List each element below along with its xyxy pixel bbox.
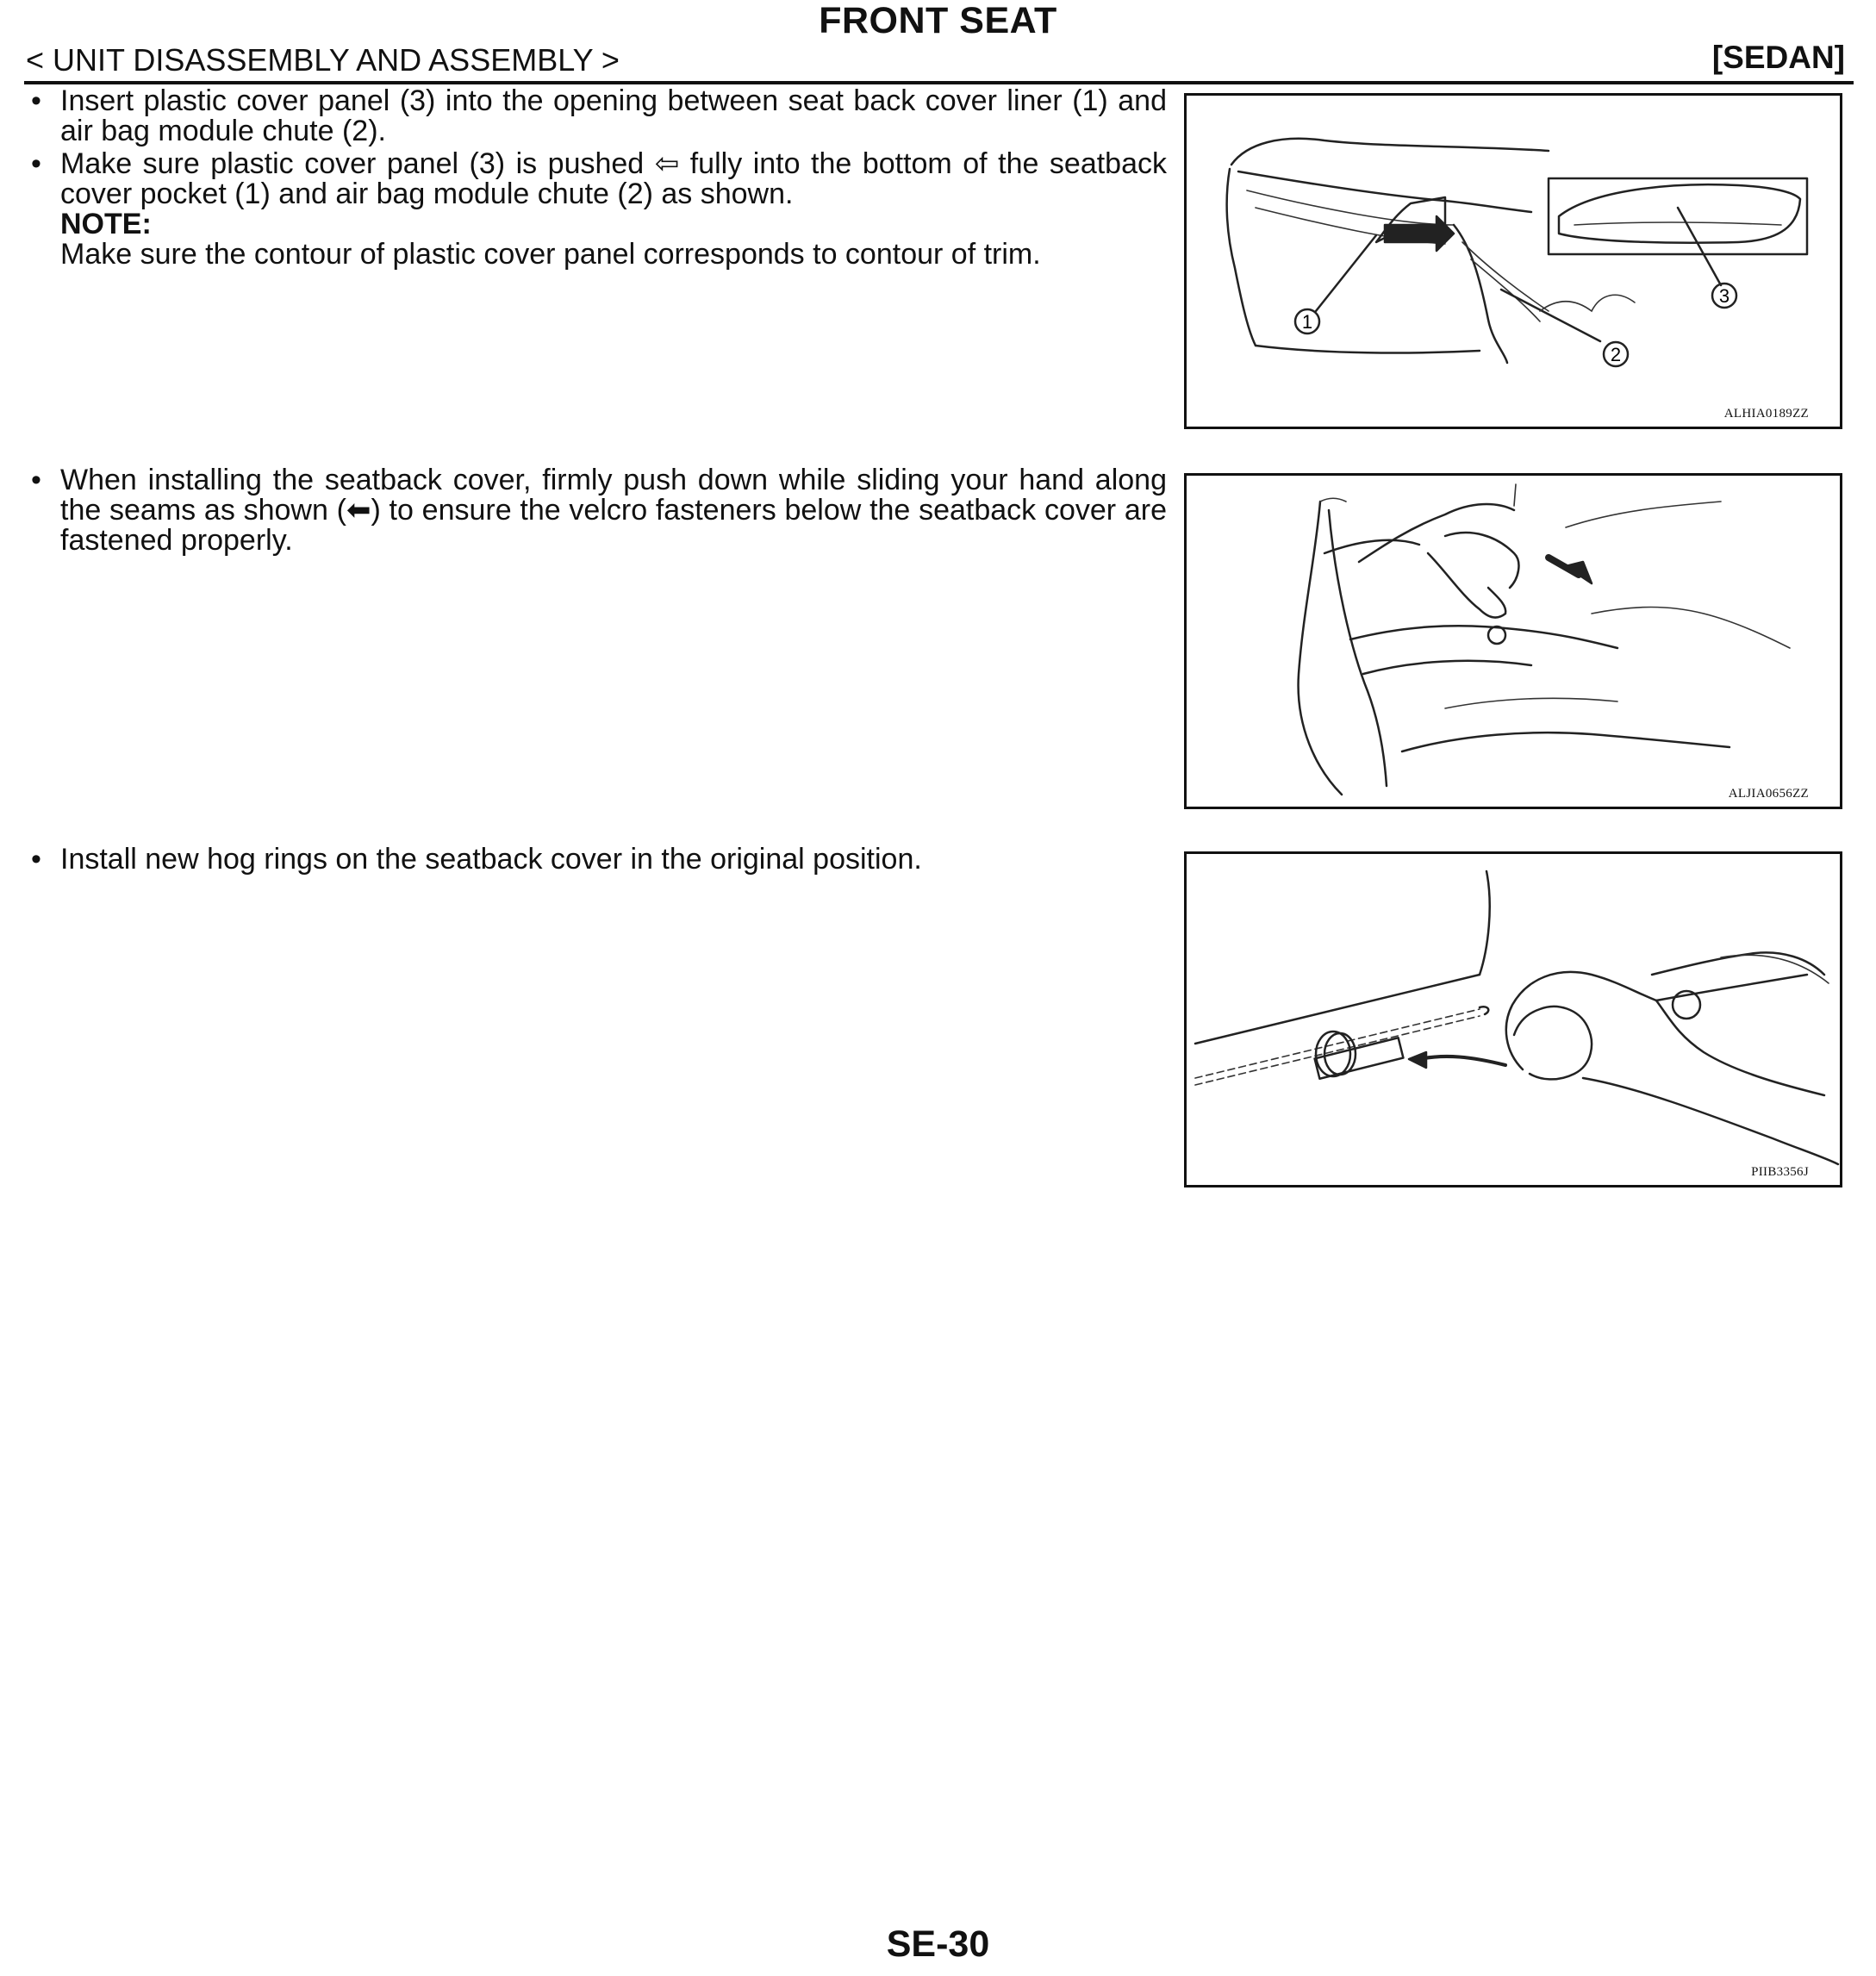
bullet-text: Install new hog rings on the seatback cover in the original position. — [60, 843, 922, 876]
step-3-text — [29, 845, 1167, 875]
figure-code: ALJIA0656ZZ — [1728, 787, 1809, 801]
page-title: FRONT SEAT — [819, 0, 1057, 41]
step-1-bullet-1 — [29, 86, 1167, 146]
bullet-icon: • — [31, 843, 41, 876]
step-3-bullet-1 — [29, 845, 1167, 875]
variant-label: [SEDAN] — [1711, 40, 1845, 75]
bullet-icon: • — [31, 147, 41, 180]
figure-code: PIIB3356J — [1751, 1165, 1809, 1179]
figure-1 — [1184, 93, 1842, 429]
step-2-text — [29, 465, 1167, 556]
seatback-velcro-illustration — [1187, 476, 1840, 807]
page-number: SE-30 — [886, 1923, 990, 1965]
callout-3-label: 3 — [1718, 285, 1730, 307]
bullet-text: When installing the seatback cover, firmly push down while sliding your hand along the seams as shown (⬅) to ensure the velcro fasteners below the seatback cover are fastened properly. — [60, 464, 1167, 557]
figure-2 — [1184, 473, 1842, 809]
bullet-text: Insert plastic cover panel (3) into the opening between seat back cover liner (1) and air bag module chute (2). — [60, 84, 1167, 147]
step-1-bullet-2 — [29, 149, 1167, 209]
bullet-icon: • — [31, 84, 41, 117]
section-heading: < UNIT DISASSEMBLY AND ASSEMBLY > — [26, 42, 620, 78]
note-body: Make sure the contour of plastic cover panel corresponds to contour of trim. — [60, 238, 1041, 271]
step-2-bullet-1 — [29, 465, 1167, 556]
seatback-cover-liner-illustration — [1187, 96, 1840, 427]
hog-ring-pliers-illustration — [1187, 854, 1840, 1185]
callout-1-label: 1 — [1301, 311, 1313, 333]
callout-2-label: 2 — [1610, 344, 1622, 365]
bullet-text: Make sure plastic cover panel (3) is pushed ⇦ fully into the bottom of the seatback cover pocket (1) and air bag module chute (2) as shown. — [60, 147, 1167, 210]
figure-code: ALHIA0189ZZ — [1723, 407, 1809, 421]
bullet-icon: • — [31, 464, 41, 496]
step-1-text — [29, 86, 1167, 270]
note-title: NOTE: — [60, 208, 152, 240]
figure-3 — [1184, 851, 1842, 1187]
